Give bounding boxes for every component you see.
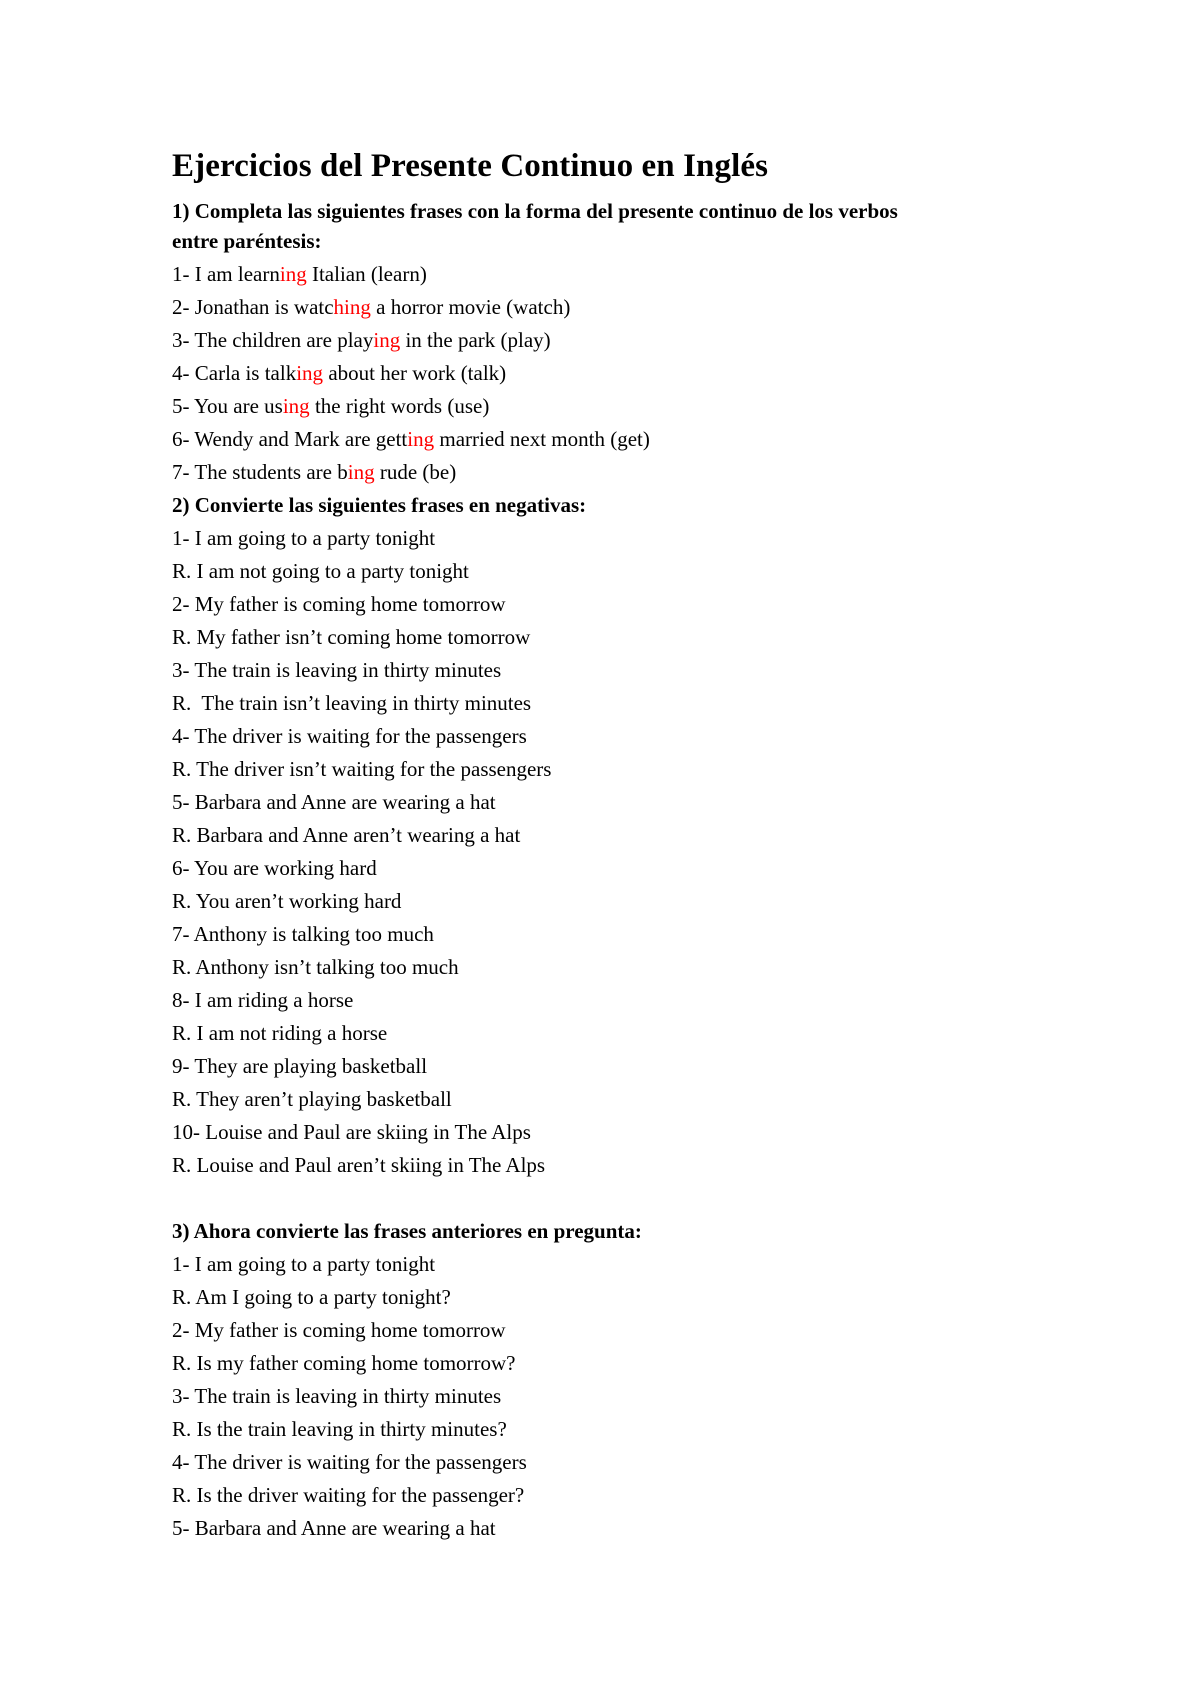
answer-line: R. They aren’t playing basketball — [172, 1087, 452, 1111]
exercise-item — [172, 423, 1072, 456]
exercise-text-after: a horror movie (watch) — [370, 295, 571, 319]
answer-line: R. The train isn’t leaving in thirty minutes — [172, 691, 532, 715]
question-line: 3- The train is leaving in thirty minutes — [172, 658, 502, 682]
exercise-text-after: in the park (play) — [400, 328, 551, 352]
exercise-text-after: the right words (use) — [309, 394, 490, 418]
answer-line: R. Anthony isn’t talking too much — [172, 955, 459, 979]
exercise-text-before: 7- The students are b — [172, 460, 348, 484]
exercise-item — [172, 390, 1072, 423]
answer-line: R. Is the driver waiting for the passenger? — [172, 1483, 525, 1507]
section-1 — [172, 196, 1072, 489]
section-2-list — [172, 522, 1072, 1182]
exercise-text-before: 4- Carla is talk — [172, 361, 297, 385]
section-1-heading-line-2: entre paréntesis: — [172, 229, 322, 253]
exercise-item — [172, 258, 1072, 291]
question-line: 9- They are playing basketball — [172, 1054, 428, 1078]
exercise-answer-suffix: ing — [279, 262, 307, 286]
answer-line: R. Is my father coming home tomorrow? — [172, 1351, 516, 1375]
question-line: 10- Louise and Paul are skiing in The Alps — [172, 1120, 531, 1144]
answer-line: R. Barbara and Anne aren’t wearing a hat — [172, 823, 521, 847]
section-1-heading-line-1: 1) Completa las siguientes frases con la forma del presente continuo de los verbos — [172, 199, 898, 223]
exercise-item — [172, 324, 1072, 357]
exercise-item — [172, 456, 1072, 489]
answer-line: R. I am not going to a party tonight — [172, 559, 469, 583]
exercise-text-before: 2- Jonathan is watc — [172, 295, 334, 319]
exercise-text-after: Italian (learn) — [306, 262, 427, 286]
page-title: Ejercicios del Presente Continuo en Inglés — [172, 148, 769, 184]
answer-line: R. Am I going to a party tonight? — [172, 1285, 451, 1309]
question-line: 5- Barbara and Anne are wearing a hat — [172, 1516, 496, 1540]
question-line: 5- Barbara and Anne are wearing a hat — [172, 790, 496, 814]
exercise-answer-suffix: ing — [373, 328, 401, 352]
exercise-text-after: rude (be) — [374, 460, 457, 484]
exercise-text-before: 3- The children are play — [172, 328, 374, 352]
question-line: 7- Anthony is talking too much — [172, 922, 434, 946]
question-line: 1- I am going to a party tonight — [172, 1252, 436, 1276]
section-3 — [172, 1215, 1072, 1545]
answer-line: R. I am not riding a horse — [172, 1021, 388, 1045]
exercise-answer-suffix: ing — [296, 361, 324, 385]
question-line: 8- I am riding a horse — [172, 988, 354, 1012]
question-line: 1- I am going to a party tonight — [172, 526, 436, 550]
question-line: 2- My father is coming home tomorrow — [172, 592, 506, 616]
question-line: 4- The driver is waiting for the passengers — [172, 724, 527, 748]
answer-line: R. You aren’t working hard — [172, 889, 402, 913]
answer-line: R. The driver isn’t waiting for the passengers — [172, 757, 552, 781]
document-content — [172, 146, 1072, 1545]
section-2-heading: 2) Convierte las siguientes frases en negativas: — [172, 493, 587, 517]
section-3-heading: 3) Ahora convierte las frases anteriores en pregunta: — [172, 1219, 642, 1243]
exercise-item — [172, 357, 1072, 390]
exercise-text-before: 6- Wendy and Mark are gett — [172, 427, 408, 451]
answer-line: R. Louise and Paul aren’t skiing in The Alps — [172, 1153, 546, 1177]
section-2 — [172, 489, 1072, 1182]
exercise-text-before: 1- I am learn — [172, 262, 280, 286]
exercise-answer-suffix: ing — [347, 460, 375, 484]
section-3-list — [172, 1248, 1072, 1545]
section-spacer — [172, 1182, 1072, 1215]
exercise-answer-suffix: ing — [407, 427, 435, 451]
exercise-text-after: married next month (get) — [434, 427, 650, 451]
answer-line: R. My father isn’t coming home tomorrow — [172, 625, 531, 649]
exercise-answer-suffix: ing — [282, 394, 310, 418]
section-1-list — [172, 258, 1072, 489]
question-line: 3- The train is leaving in thirty minutes — [172, 1384, 502, 1408]
question-line: 4- The driver is waiting for the passengers — [172, 1450, 527, 1474]
answer-line: R. Is the train leaving in thirty minutes? — [172, 1417, 507, 1441]
exercise-answer-suffix: hing — [333, 295, 371, 319]
question-line: 2- My father is coming home tomorrow — [172, 1318, 506, 1342]
exercise-text-before: 5- You are us — [172, 394, 283, 418]
question-line: 6- You are working hard — [172, 856, 377, 880]
exercise-text-after: about her work (talk) — [323, 361, 507, 385]
exercise-item — [172, 291, 1072, 324]
